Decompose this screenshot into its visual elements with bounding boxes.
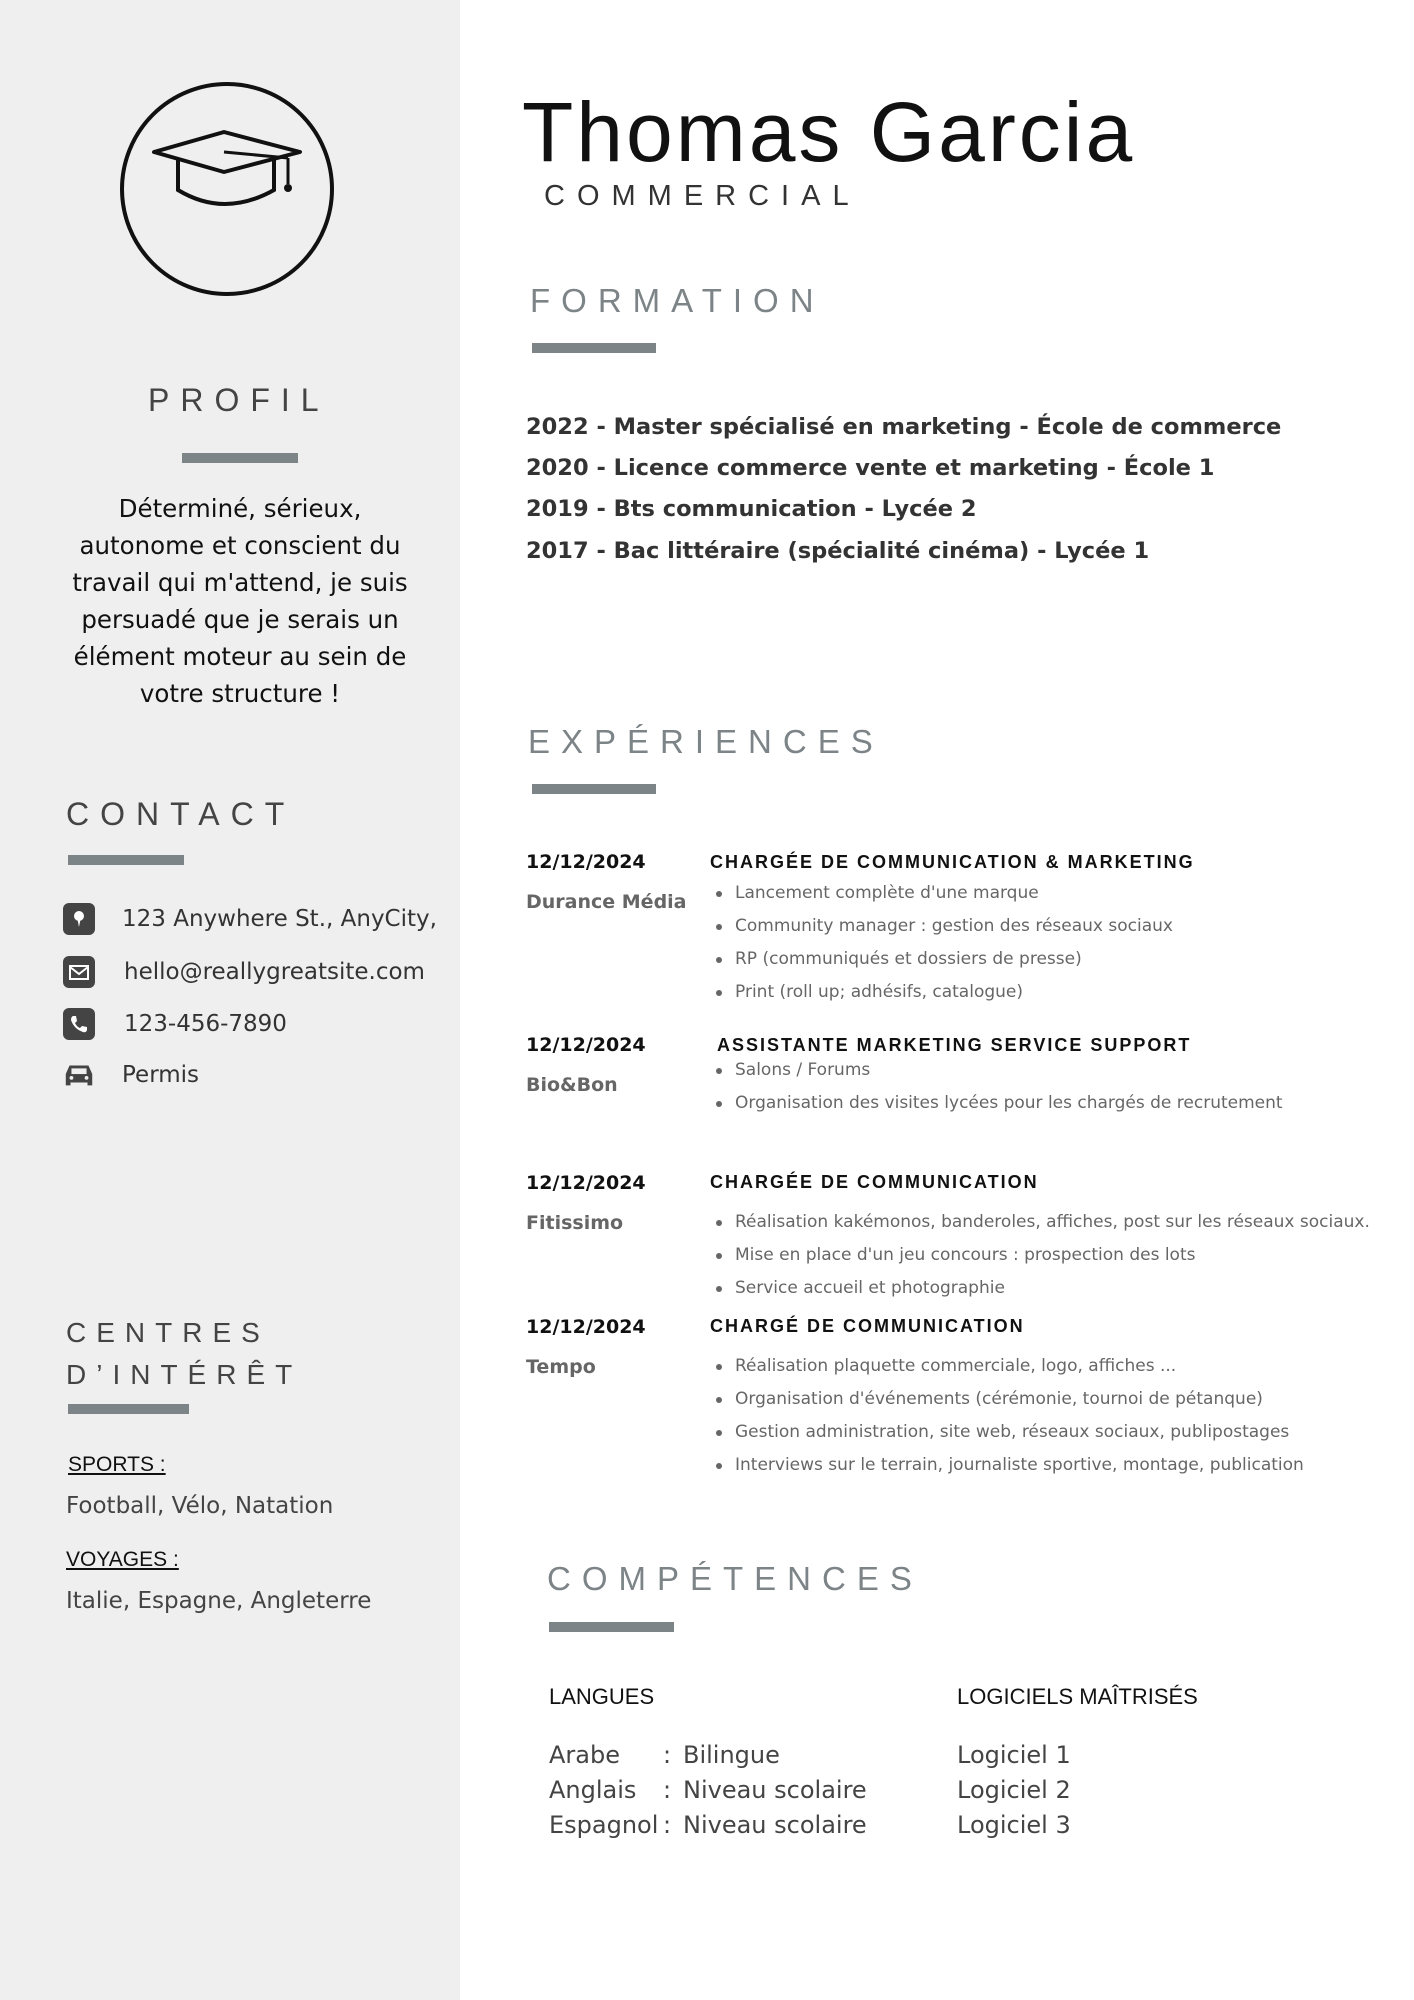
experience-bullet: Community manager : gestion des réseaux sociaux [710,910,1173,943]
software-title: LOGICIELS MAÎTRISÉS [957,1684,1198,1709]
experience-bullet: Réalisation plaquette commerciale, logo, affiches ... [710,1350,1304,1383]
envelope-icon [62,955,96,989]
experience-company: Bio&Bon [526,1074,618,1096]
experience-bullet: Salons / Forums [710,1054,1283,1087]
software-list [957,1738,1071,1843]
experience-bullet: Interviews sur le terrain, journaliste sportive, montage, publication [710,1449,1304,1482]
experience-bullet: Lancement complète d'une marque [710,877,1173,910]
experience-bullet: Mise en place d'un jeu concours : prospection des lots [710,1239,1370,1272]
interests-title-line2: D’INTÉRÊT [66,1359,303,1390]
experience-title: CHARGÉE DE COMMUNICATION [710,1172,1039,1192]
sidebar [0,0,460,2000]
experiences-title: EXPÉRIENCES [528,723,884,760]
person-name: Thomas Garcia [522,85,1136,179]
formation-rule [532,343,656,353]
experience-bullet: Service accueil et photographie [710,1272,1370,1305]
experience-company: Durance Média [526,891,687,913]
language-name: Anglais [549,1776,637,1804]
skills-rule [549,1622,674,1632]
experience-title: CHARGÉ DE COMMUNICATION [710,1316,1025,1336]
language-level: Bilingue [683,1741,780,1769]
experience-company: Fitissimo [526,1212,624,1234]
phone-text[interactable]: 123-456-7890 [124,1011,287,1037]
experience-date: 12/12/2024 [526,851,646,873]
formation-title: FORMATION [530,282,825,319]
profile-rule [182,453,298,463]
experiences-rule [532,784,656,794]
contact-phone[interactable] [62,1007,462,1041]
phone-icon [62,1007,96,1041]
experience-bullet: Print (roll up; adhésifs, catalogue) [710,976,1173,1009]
graduation-cap-icon [150,126,304,218]
car-icon [62,1058,96,1092]
email-link[interactable]: hello@reallygreatsite.com [124,959,425,985]
formation-item: 2020 - Licence commerce vente et marketing - École 1 [526,455,1215,481]
experience-bullet: Gestion administration, site web, réseaux sociaux, publipostages [710,1416,1304,1449]
logo [120,82,334,296]
experience-company: Tempo [526,1356,596,1378]
software-item: Logiciel 2 [957,1776,1071,1804]
experience-bullets [710,1206,1370,1305]
travel-value: Italie, Espagne, Angleterre [66,1588,372,1614]
contact-address [62,902,462,936]
experience-bullet: Organisation d'événements (cérémonie, tournoi de pétanque) [710,1383,1304,1416]
language-separator: : [663,1811,672,1839]
formation-item: 2019 - Bts communication - Lycée 2 [526,496,977,522]
interests-rule [68,1404,189,1414]
contact-rule [68,855,184,865]
software-item: Logiciel 3 [957,1811,1071,1839]
travel-label: VOYAGES : [66,1548,179,1571]
license-text: Permis [122,1062,200,1088]
language-separator: : [663,1741,672,1769]
address-text: 123 Anywhere St., AnyCity, [122,906,437,932]
languages-title: LANGUES [549,1684,655,1709]
software-item: Logiciel 1 [957,1741,1071,1769]
experience-date: 12/12/2024 [526,1034,646,1056]
interests-title-line1: CENTRES [66,1317,270,1348]
interests-title [66,1312,302,1396]
experience-date: 12/12/2024 [526,1316,646,1338]
language-level: Niveau scolaire [683,1776,867,1804]
language-row [549,1738,867,1773]
language-name: Arabe [549,1741,620,1769]
skills-title: COMPÉTENCES [547,1560,923,1597]
language-name: Espagnol [549,1811,659,1839]
sports-label: SPORTS : [68,1453,166,1476]
experience-bullet: Réalisation kakémonos, banderoles, affiches, post sur les réseaux sociaux. [710,1206,1370,1239]
experience-bullet: Organisation des visites lycées pour les chargés de recrutement [710,1087,1283,1120]
experience-bullets [710,1350,1304,1482]
experience-title: CHARGÉE DE COMMUNICATION & MARKETING [710,852,1195,872]
contact-license [62,1058,462,1092]
contact-email[interactable] [62,955,462,989]
language-row [549,1808,867,1843]
experience-title: ASSISTANTE MARKETING SERVICE SUPPORT [717,1035,1192,1055]
formation-item: 2017 - Bac littéraire (spécialité cinéma) - Lycée 1 [526,538,1150,564]
language-separator: : [663,1776,672,1804]
person-role: COMMERCIAL [544,180,861,212]
map-pin-icon [62,902,96,936]
experience-date: 12/12/2024 [526,1172,646,1194]
language-level: Niveau scolaire [683,1811,867,1839]
contact-title: CONTACT [66,796,296,832]
experience-bullets [710,877,1173,1009]
sports-value: Football, Vélo, Natation [66,1493,334,1519]
profile-title: PROFIL [148,382,330,418]
languages-list [549,1738,867,1843]
profile-text: Déterminé, sérieux, autonome et conscient du travail qui m'attend, je suis persuadé que je serais un élément moteur au sein de votre structure ! [72,494,408,708]
experience-bullets [710,1054,1283,1120]
formation-item: 2022 - Master spécialisé en marketing - École de commerce [526,414,1282,440]
experience-bullet: RP (communiqués et dossiers de presse) [710,943,1173,976]
language-row [549,1773,867,1808]
